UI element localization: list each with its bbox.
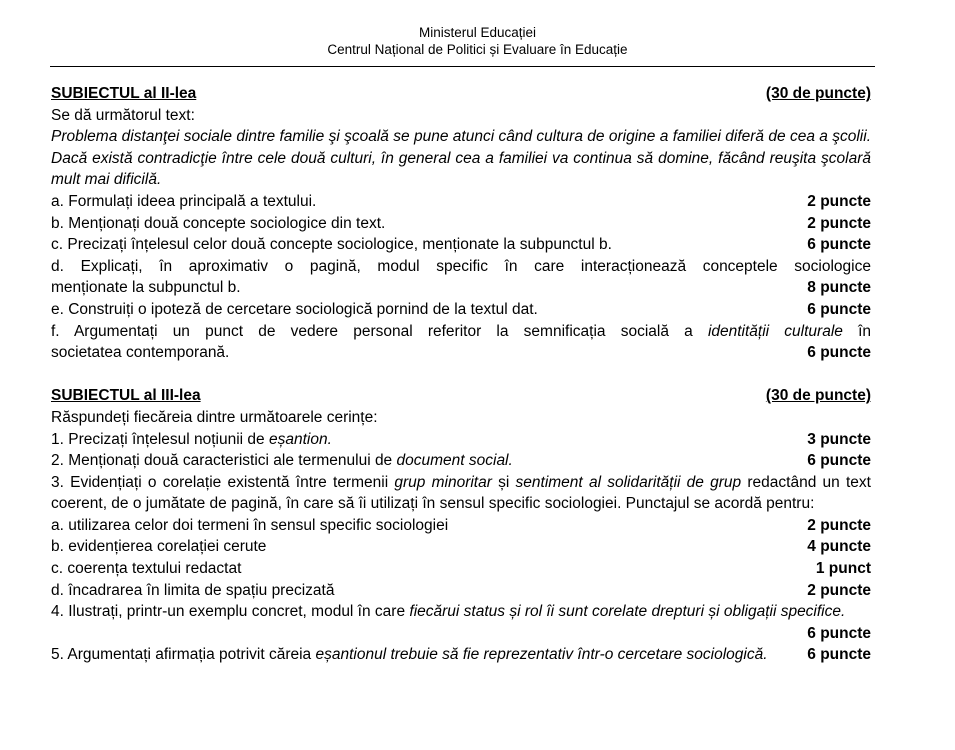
exam-content <box>51 83 871 666</box>
item-3-5: 5. Argumentați afirmația potrivit căreia eșantionul trebuie să fie reprezentativ într-o cercetare sociologică. <box>51 646 768 664</box>
item-3-3a: a. utilizarea celor doi termeni în sensul specific sociologiei 2 puncte <box>51 516 871 534</box>
item-3-3c: c. coerența textului redactat 1 punct <box>51 560 871 578</box>
item-2a: a. Formulați ideea principală a textului. 2 puncte <box>51 192 871 210</box>
item-2b: b. Menționați două concepte sociologice din text. 2 puncte <box>51 214 871 232</box>
item-3-4-points: 6 puncte <box>807 624 871 642</box>
section-3-title: SUBIECTUL al III-lea (30 de puncte) <box>51 385 871 407</box>
item-3-3b: b. evidențierea corelației cerute 4 puncte <box>51 538 871 556</box>
document-header <box>0 24 955 58</box>
item-2c: c. Precizați înțelesul celor două concepte sociologice, menționate la subpunctul b. 6 puncte <box>51 236 871 254</box>
item-3-3d: d. încadrarea în limita de spațiu precizată 2 puncte <box>51 581 871 599</box>
item-3-2: 2. Menționați două caracteristici ale termenului de document social. 6 puncte <box>51 452 871 470</box>
center-name: Centrul Național de Politici și Evaluare în Educație <box>327 42 628 57</box>
item-2f-line2: societatea contemporană. 6 puncte <box>51 344 871 362</box>
item-3-4: 4. Ilustrați, printr-un exemplu concret, modul în care fiecărui status și rol îi sunt corelate drepturi și obligații specifice. <box>51 603 846 621</box>
item-2f-line1: f. Argumentați un punct de vedere personal referitor la semnificația socială a identității culturale în <box>51 322 871 340</box>
ministry-name: Ministerul Educației <box>418 25 537 40</box>
header-divider <box>50 66 875 67</box>
quoted-text: Problema distanţei sociale dintre familie şi şcoală se pune atunci când cultura de origine a familiei diferă de cea a şcolii. Dacă există contradicţie între cele două culturi, în general cea a familiei va continua să domine, făcând reuşita şcolară mult mai dificilă. <box>51 128 871 189</box>
section-2-points: (30 de puncte) <box>765 85 871 102</box>
item-2d-line1: d. Explicați, în aproximativ o pagină, modul specific în care interacționează conceptele sociologice <box>51 257 871 275</box>
item-3-1: 1. Precizați înțelesul noțiunii de eșantion. 3 puncte <box>51 430 871 448</box>
item-3-5-points: 6 puncte <box>807 646 871 664</box>
section-2-title: SUBIECTUL al II-lea (30 de puncte) <box>51 83 871 105</box>
item-3-3: 3. Evidențiați o corelație existentă între termenii grup minoritar și sentiment al solidarității de grup redactând un text coerent, de o jumătate de pagină, în care să îi utilizați în sensul specific sociologiei. Punctajul se acordă pentru: <box>51 473 871 513</box>
item-2e: e. Construiți o ipoteză de cercetare sociologică pornind de la textul dat. 6 puncte <box>51 300 871 318</box>
item-2d-line2: menționate la subpunctul b. 8 puncte <box>51 279 871 297</box>
section-3-points: (30 de puncte) <box>765 387 871 405</box>
section-2-intro: Se dă următorul text: <box>51 106 195 124</box>
section-3-intro: Răspundeți fiecăreia dintre următoarele cerințe: <box>51 408 378 426</box>
